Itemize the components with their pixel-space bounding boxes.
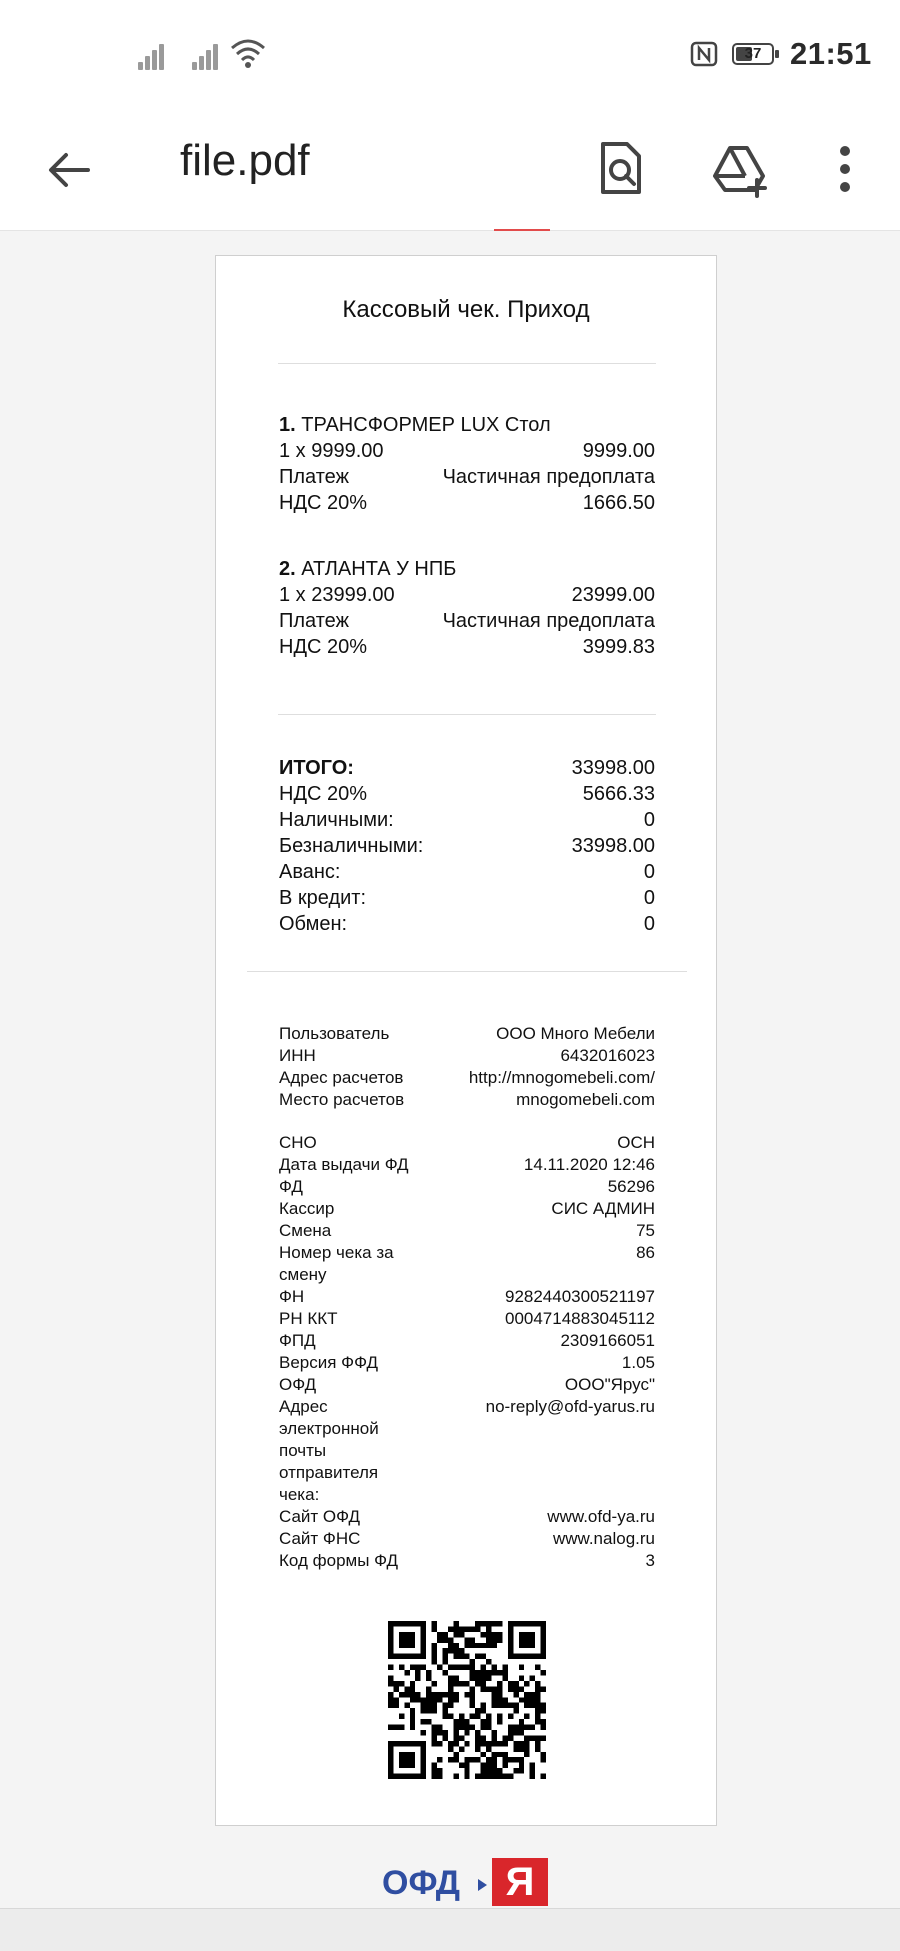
search-document-icon[interactable] [585,134,655,204]
signal-strength-icon-2 [192,40,222,70]
info-label: Сайт ОФД [279,1507,361,1526]
advance-value: 0 [643,861,655,883]
item-number: 2. [279,558,296,580]
exchange-label: Обмен: [279,913,348,935]
info-label: ОФД [279,1375,317,1394]
info-label: Номер чека за смену [279,1243,394,1284]
item-payment-row [279,608,655,634]
vat-label: НДС 20% [279,636,368,658]
info-label: Пользователь [279,1024,390,1043]
item-sum: 23999.00 [571,584,655,606]
signal-strength-icon [138,40,168,70]
divider [247,971,687,972]
info-value: ООО"Ярус" [564,1375,655,1394]
item-title: ТРАНСФОРМЕР LUX Стол [301,414,551,436]
info-value: 2309166051 [560,1331,655,1350]
info-value: 0004714883045112 [504,1309,655,1328]
info-value: СИС АДМИН [551,1199,655,1218]
vat-label: НДС 20% [279,492,368,514]
clock: 21:51 [790,36,872,71]
total-value: 33998.00 [571,757,655,779]
exchange-value: 0 [643,913,655,935]
cash-label: Наличными: [279,809,394,831]
info-value: 86 [636,1243,655,1262]
exchange-row [279,911,655,937]
info-label: РН ККТ [279,1309,338,1328]
credit-row [279,885,655,911]
cashless-label: Безналичными: [279,835,424,857]
item-qty-price: 1 х 23999.00 [279,584,395,606]
wifi-icon [230,38,266,70]
ofd-ya-logo [380,1858,550,1906]
item-qty-price: 1 х 9999.00 [279,440,384,462]
status-bar [0,0,900,110]
logo-text: ОФД [382,1864,460,1902]
info-value: no-reply@ofd-yarus.ru [485,1397,655,1416]
info-value: ООО Много Мебели [496,1024,655,1043]
advance-row [279,859,655,885]
payment-label: Платеж [279,466,349,488]
advance-label: Аванс: [279,861,341,883]
info-value: mnogomebeli.com [516,1090,655,1109]
vat-value: 3999.83 [582,636,655,658]
info-label: Место расчетов [279,1090,405,1109]
pdf-page [215,255,717,1826]
cash-value: 0 [643,809,655,831]
payment-label: Платеж [279,610,349,632]
item-vat-row [279,490,655,516]
info-value: 6432016023 [560,1046,655,1065]
info-value: 3 [645,1551,655,1570]
info-label: ИНН [279,1046,316,1065]
item-title: АТЛАНТА У НПБ [301,558,457,580]
total-vat-label: НДС 20% [279,783,368,805]
info-label: Код формы ФД [279,1551,399,1570]
credit-label: В кредит: [279,887,367,909]
total-row [279,755,655,781]
info-value: 9282440300521197 [504,1287,655,1306]
logo-letter: Я [505,1860,535,1904]
logo-arrow-icon [476,1878,488,1892]
info-value: 75 [636,1221,655,1240]
info-label: Сайт ФНС [279,1529,361,1548]
info-label: Кассир [279,1199,335,1218]
credit-value: 0 [643,887,655,909]
item-vat-row [279,634,655,660]
divider [278,714,656,715]
total-label: ИТОГО: [279,757,354,779]
info-label: Адрес расчетов [279,1068,404,1087]
logo-box [492,1858,548,1906]
info-label: Дата выдачи ФД [279,1155,409,1174]
info-label: Адрес электронной почты отправителя чека: [279,1397,379,1504]
info-label: Версия ФФД [279,1353,378,1372]
info-label: ФН [279,1287,305,1306]
item-name [279,412,655,438]
info-label: ФД [279,1177,303,1196]
payment-value: Частичная предоплата [442,610,655,632]
item-sum: 9999.00 [582,440,655,462]
total-vat-row [279,781,655,807]
back-arrow-icon[interactable] [40,140,100,200]
info-value: 1.05 [621,1353,655,1372]
receipt-title: Кассовый чек. Приход [342,296,590,323]
qr-code [388,1621,546,1779]
info-label: Смена [279,1221,332,1240]
item-number: 1. [279,414,296,436]
app-bar [0,110,900,231]
battery-icon [732,43,774,65]
divider [278,363,656,364]
cashless-row [279,833,655,859]
add-to-drive-icon[interactable] [705,134,775,204]
nfc-icon [690,41,718,67]
info-value: www.ofd-ya.ru [547,1507,655,1526]
vat-value: 1666.50 [582,492,655,514]
total-vat-value: 5666.33 [582,783,655,805]
info-value: www.nalog.ru [552,1529,655,1548]
item-payment-row [279,464,655,490]
bottom-bar [0,1908,900,1951]
info-row [279,1396,655,1506]
more-vert-icon[interactable] [810,134,880,204]
item-qty-row [279,438,655,464]
info-value: http://mnogomebeli.com/ [468,1068,655,1087]
info-label: СНО [279,1133,317,1152]
info-value: 14.11.2020 12:46 [523,1155,655,1174]
item-qty-row [279,582,655,608]
info-value: 56296 [607,1177,655,1196]
cash-row [279,807,655,833]
document-title: file.pdf [180,136,310,185]
item-name [279,556,655,582]
info-label: ФПД [279,1331,316,1350]
battery-percent: 37 [744,45,762,62]
info-row [279,1242,655,1286]
payment-value: Частичная предоплата [442,466,655,488]
cashless-value: 33998.00 [571,835,655,857]
info-value: ОСН [617,1133,655,1152]
